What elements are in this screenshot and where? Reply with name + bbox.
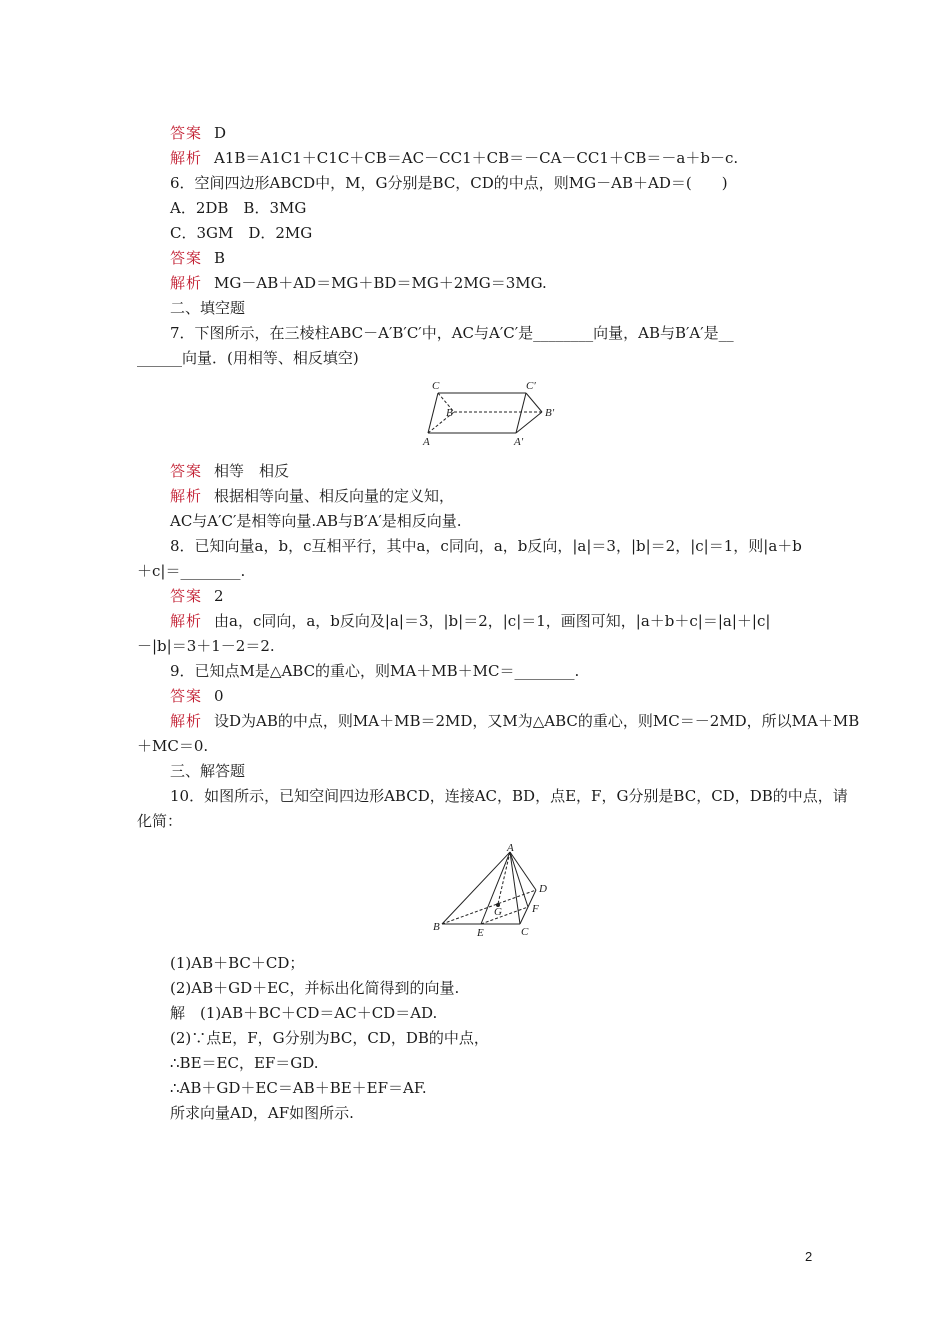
question-7-cont: ______向量．(用相等、相反填空) xyxy=(137,349,359,367)
analysis-text: 由a，c同向，a，b反向及|a|＝3，|b|＝2，|c|＝1，画图可知，|a＋b＋c|＝|a|＋|c| xyxy=(214,612,771,630)
answer-line xyxy=(170,686,224,706)
analysis-text: 设D为AB的中点，则MA＋MB＝2MD，又M为△ABC的重心，则MC＝－2MD，所以MA＋MB xyxy=(214,712,860,730)
analysis-line xyxy=(170,273,547,293)
question-9: 9．已知点M是△ABC的重心，则MA＋MB＋MC＝________. xyxy=(170,662,580,680)
analysis-line xyxy=(170,148,738,168)
answer-tag: 答案 xyxy=(170,249,203,267)
options-cd: C．3GM D．2MG xyxy=(170,224,313,242)
solution-3: ∴BE＝EC，EF＝GD. xyxy=(170,1054,319,1072)
analysis-tag: 解析 xyxy=(170,149,203,167)
question-8-cont: ＋c|＝________. xyxy=(137,562,246,580)
label-C: C xyxy=(521,926,529,938)
label-C: C xyxy=(432,380,440,392)
question-8: 8．已知向量a，b，c互相平行，其中a，c同向，a，b反向，|a|＝3，|b|＝2，|c|＝1，则|a＋b xyxy=(170,537,802,555)
tetrahedron-figure xyxy=(430,842,560,938)
answer-tag: 答案 xyxy=(170,687,203,705)
analysis-cont: ＋MC＝0. xyxy=(137,737,209,755)
analysis-tag: 解析 xyxy=(170,612,203,630)
analysis-text: A1B＝A1C1＋C1C＋CB＝AC－CC1＋CB＝－CA－CC1＋CB＝－a＋b－c. xyxy=(214,149,739,167)
question-6: 6．空间四边形ABCD中，M，G分别是BC，CD的中点，则MG－AB＋AD＝( ) xyxy=(170,174,728,192)
answer-text: 2 xyxy=(214,587,224,605)
analysis-text: MG－AB＋AD＝MG＋BD＝MG＋2MG＝3MG. xyxy=(214,274,547,292)
analysis-text: 根据相等向量、相反向量的定义知， xyxy=(214,487,455,505)
page-number: 2 xyxy=(805,1249,813,1264)
label-E: E xyxy=(477,927,484,938)
answer-text: B xyxy=(214,249,226,267)
answer-line xyxy=(170,586,224,606)
answer-line xyxy=(170,248,225,268)
label-B: B xyxy=(433,921,440,933)
label-F: F xyxy=(532,903,539,915)
question-7: 7．下图所示，在三棱柱ABC－A′B′C′中，AC与A′C′是________向量，AB与B′A′是__ xyxy=(170,324,734,342)
prism-figure xyxy=(418,378,568,450)
label-G: G xyxy=(494,906,502,918)
answer-text: 0 xyxy=(214,687,224,705)
analysis-tag: 解析 xyxy=(170,712,203,730)
sub-question-1: (1)AB＋BC＋CD； xyxy=(170,954,305,972)
analysis-tag: 解析 xyxy=(170,487,203,505)
answer-line xyxy=(170,123,226,143)
analysis-cont: －|b|＝3＋1－2＝2. xyxy=(137,637,275,655)
solution-1: 解 (1)AB＋BC＋CD＝AC＋CD＝AD. xyxy=(170,1004,438,1022)
answer-tag: 答案 xyxy=(170,462,203,480)
label-A: A xyxy=(507,842,514,854)
label-B-prime: B′ xyxy=(545,407,555,419)
label-C-prime: C′ xyxy=(526,380,536,392)
answer-tag: 答案 xyxy=(170,124,203,142)
section-heading: 三、解答题 xyxy=(170,762,246,780)
answer-text: D xyxy=(214,124,227,142)
answer-text: 相等 相反 xyxy=(214,462,290,480)
label-A-prime: A′ xyxy=(514,436,524,448)
analysis-line xyxy=(170,611,770,631)
options-ab: A．2DB B．3MG xyxy=(170,199,307,217)
sub-question-2: (2)AB＋GD＋EC，并标出化简得到的向量. xyxy=(170,979,460,997)
analysis-tag: 解析 xyxy=(170,274,203,292)
label-D: D xyxy=(539,883,547,895)
analysis-cont: AC与A′C′是相等向量.AB与B′A′是相反向量. xyxy=(170,512,462,530)
solution-2: (2)∵点E，F，G分别为BC，CD，DB的中点， xyxy=(170,1029,489,1047)
question-10-cont: 化简： xyxy=(137,812,183,830)
label-A: A xyxy=(423,436,430,448)
answer-line xyxy=(170,461,289,481)
answer-tag: 答案 xyxy=(170,587,203,605)
solution-4: ∴AB＋GD＋EC＝AB＋BE＋EF＝AF. xyxy=(170,1079,427,1097)
analysis-line xyxy=(170,486,454,506)
analysis-line xyxy=(170,711,859,731)
solution-5: 所求向量AD，AF如图所示. xyxy=(170,1104,354,1122)
question-10: 10．如图所示，已知空间四边形ABCD，连接AC，BD，点E，F，G分别是BC，CD，DB的中点，请 xyxy=(170,787,848,805)
section-heading: 二、填空题 xyxy=(170,299,246,317)
label-B: B xyxy=(446,407,453,419)
